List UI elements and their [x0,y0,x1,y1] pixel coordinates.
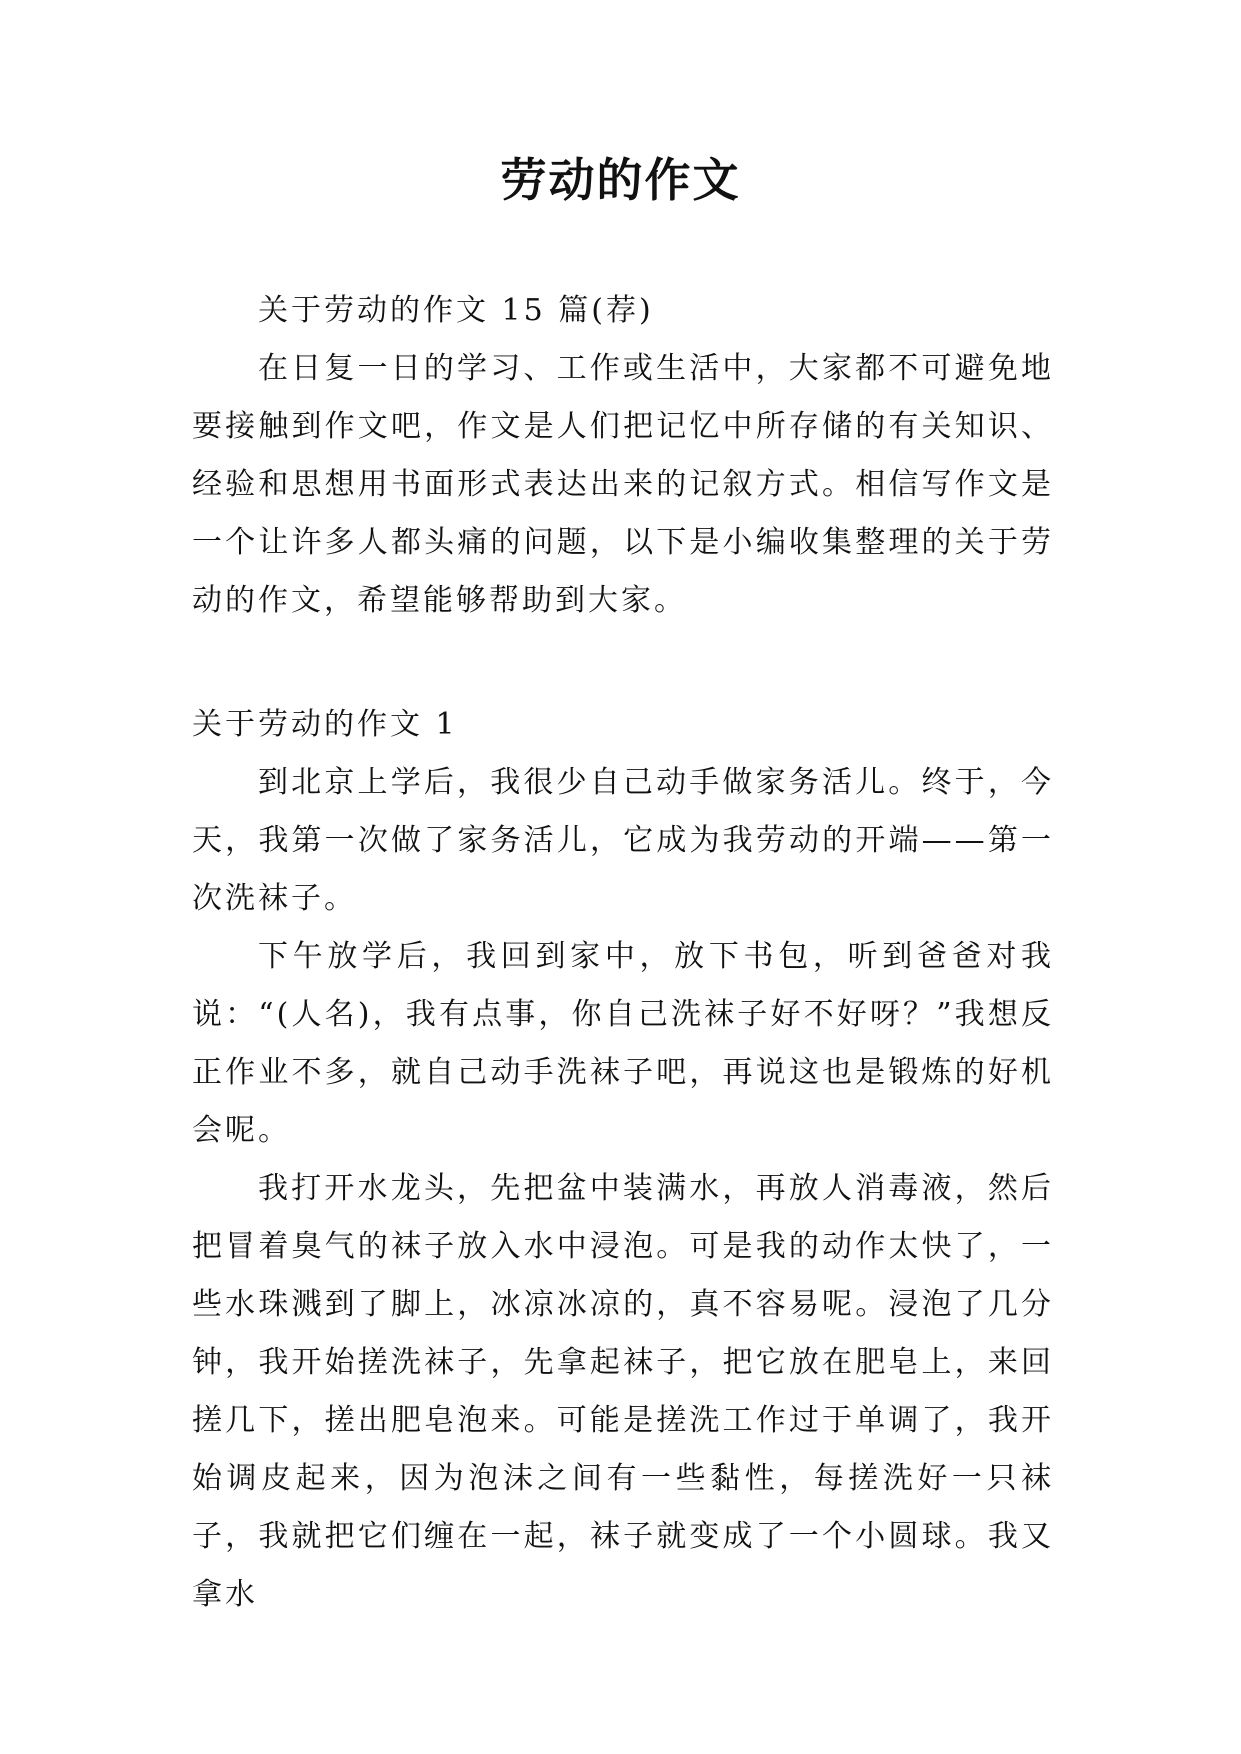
body-paragraph-2: 下午放学后，我回到家中，放下书包，听到爸爸对我说：“(人名)，我有点事，你自己洗袜子好不好呀？”我想反正作业不多，就自己动手洗袜子吧，再说这也是锻炼的好机会呢。 [192,939,1054,1148]
document-title: 劳动的作文 [500,153,741,207]
intro-paragraph: 在日复一日的学习、工作或生活中，大家都不可避免地要接触到作文吧，作文是人们把记忆中所存储的有关知识、经验和思想用书面形式表达出来的记叙方式。相信写作文是一个让许多人都头痛的问题，以下是小编收集整理的关于劳动的作文，希望能够帮助到大家。 [192,351,1054,618]
document-body [192,282,1054,1624]
body-paragraph-3: 我打开水龙头，先把盆中装满水，再放人消毒液，然后把冒着臭气的袜子放入水中浸泡。可是我的动作太快了，一些水珠溅到了脚上，冰凉冰凉的，真不容易呢。浸泡了几分钟，我开始搓洗袜子，先拿起袜子，把它放在肥皂上，来回搓几下，搓出肥皂泡来。可能是搓洗工作过于单调了，我开始调皮起来，因为泡沫之间有一些黏性，每搓洗好一只袜子，我就把它们缠在一起，袜子就变成了一个小圆球。我又拿水 [192,1171,1054,1612]
section-heading: 关于劳动的作文 1 [192,707,458,742]
document-subtitle: 关于劳动的作文 15 篇(荐) [258,293,654,328]
body-paragraph-1: 到北京上学后，我很少自己动手做家务活儿。终于，今天，我第一次做了家务活儿，它成为我劳动的开端——第一次洗袜子。 [192,765,1054,916]
